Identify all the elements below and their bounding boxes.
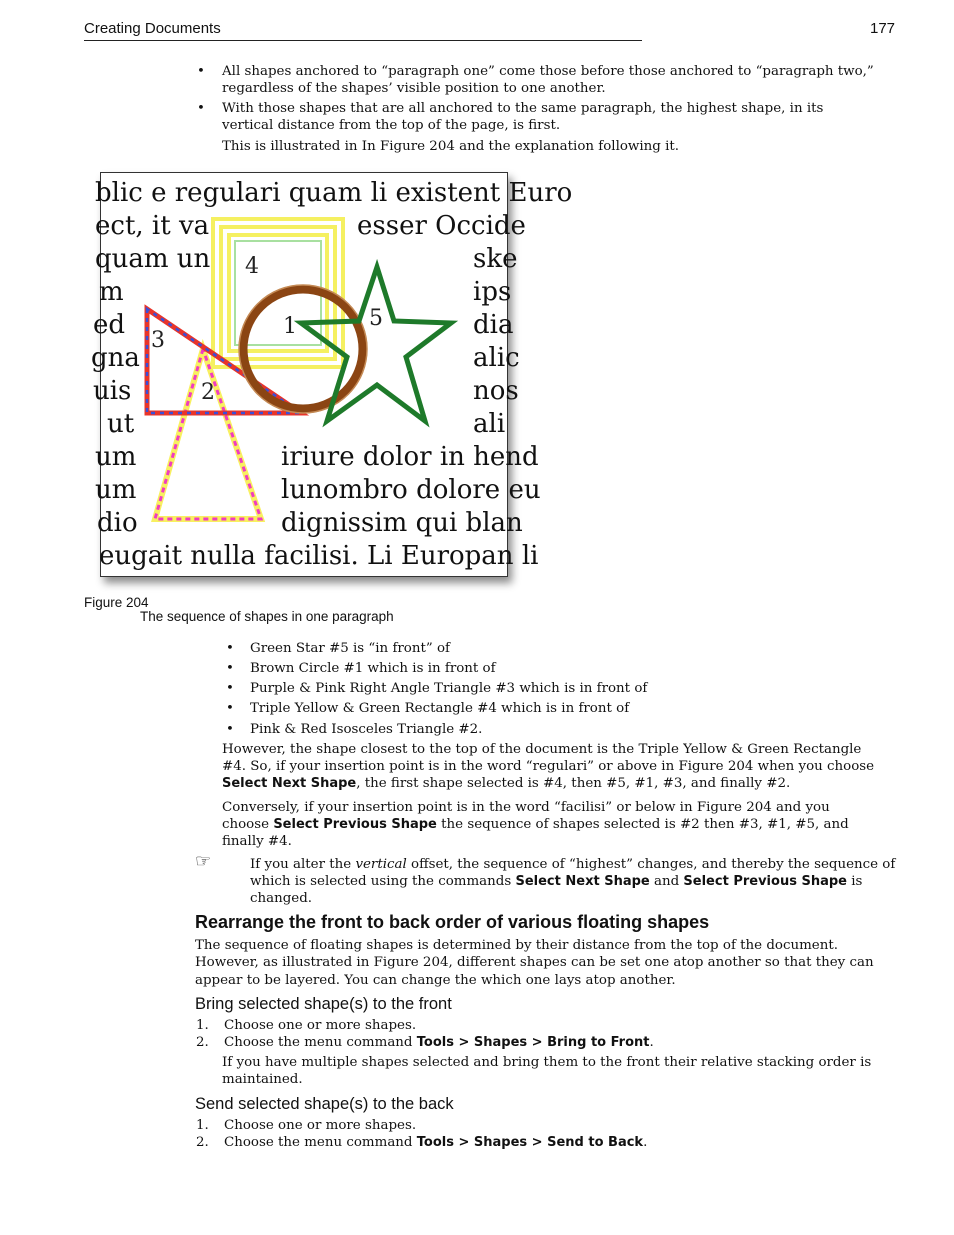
bullet-mark: • xyxy=(226,701,234,716)
send-step-2-a: Choose the menu command xyxy=(224,1135,417,1150)
however-line-1: However, the shape closest to the top of the document is the Triple Yellow & Green Rectangle xyxy=(222,742,862,757)
command-select-previous-shape: Select Previous Shape xyxy=(273,817,437,832)
however-line-3 xyxy=(222,775,790,792)
conversely-line-2-a: choose xyxy=(222,817,274,832)
sequence-item: Pink & Red Isosceles Triangle #2. xyxy=(250,722,483,737)
note-line-3: changed. xyxy=(250,891,313,906)
figure-204-image xyxy=(91,172,573,577)
command-select-next-shape: Select Next Shape xyxy=(515,874,650,889)
sequence-item: Triple Yellow & Green Rectangle #4 which is in front of xyxy=(250,701,630,716)
bullet-mark: • xyxy=(226,722,234,737)
sequence-item: Brown Circle #1 which is in front of xyxy=(250,661,496,676)
intro-bullet-2-line-1: With those shapes that are all anchored to the same paragraph, the highest shape, in its xyxy=(222,101,824,116)
figure-text-line: uis xyxy=(93,376,132,406)
intro-bullet-1-line-2: regardless of the shapes’ visible position to one another. xyxy=(222,81,606,96)
sequence-item: Purple & Pink Right Angle Triangle #3 which is in front of xyxy=(250,681,648,696)
note-line-1-a: If you alter the xyxy=(250,857,356,872)
conversely-line-2 xyxy=(222,816,849,833)
section-heading: Rearrange the front to back order of various floating shapes xyxy=(195,912,710,932)
send-step-2 xyxy=(224,1134,647,1151)
figure-text-line: dio xyxy=(97,508,138,538)
shape-number-4: 4 xyxy=(245,254,259,279)
menu-path-send-to-back: Tools > Shapes > Send to Back xyxy=(416,1135,644,1150)
step-number: 1. xyxy=(196,1018,209,1033)
figure-text-line: dia xyxy=(473,310,514,340)
conversely-line-2-rest: the sequence of shapes selected is #2 then #3, #1, #5, and xyxy=(436,817,849,832)
bring-step-2-a: Choose the menu command xyxy=(224,1035,417,1050)
shape-number-3: 3 xyxy=(151,328,165,353)
subheading-send-to-back: Send selected shape(s) to the back xyxy=(195,1095,454,1113)
shape-number-1: 1 xyxy=(283,314,297,339)
bullet-mark: • xyxy=(226,661,234,676)
figure-text-line: iriure dolor in hend xyxy=(281,442,539,472)
bring-step-2-end: . xyxy=(649,1035,654,1050)
note-line-2-rest: is xyxy=(846,874,863,889)
header-rule xyxy=(84,40,642,41)
command-select-previous-shape: Select Previous Shape xyxy=(683,874,847,889)
shape-number-2: 2 xyxy=(201,380,215,405)
pointing-hand-icon: ☞ xyxy=(195,851,212,872)
step-number: 2. xyxy=(196,1035,209,1050)
sequence-item: Green Star #5 is “in front” of xyxy=(250,641,450,656)
section-line-2: However, as illustrated in Figure 204, different shapes can be set one atop another so that they can xyxy=(195,955,874,970)
note-line-1 xyxy=(250,856,895,873)
figure-text-line: ips xyxy=(473,277,512,307)
section-line-3: appear to be layered. You can change the which one lays atop another. xyxy=(195,973,676,988)
bring-step-1: Choose one or more shapes. xyxy=(224,1018,417,1033)
figure-illustration xyxy=(91,173,573,576)
figure-caption: The sequence of shapes in one paragraph xyxy=(140,609,394,624)
bring-note-line-2: maintained. xyxy=(222,1072,303,1087)
subheading-bring-to-front: Bring selected shape(s) to the front xyxy=(195,995,452,1013)
note-line-2 xyxy=(250,873,862,890)
however-line-2: #4. So, if your insertion point is in the word “regulari” or above in Figure 204 when you choose xyxy=(222,759,875,774)
note-italic: vertical xyxy=(355,857,407,872)
figure-text-line: esser Occide xyxy=(357,211,526,241)
figure-label: Figure 204 xyxy=(84,595,149,610)
note-line-2-a: which is selected using the commands xyxy=(250,874,516,889)
note-line-2-and: and xyxy=(649,874,684,889)
bring-step-2 xyxy=(224,1034,654,1051)
bullet-mark: • xyxy=(226,641,234,656)
figure-text-line: eugait nulla facilisi. Li Europan li xyxy=(99,541,539,571)
intro-bullet-1-line-1: All shapes anchored to “paragraph one” come those before those anchored to “paragraph two,” xyxy=(222,64,874,79)
figure-text-line: quam un xyxy=(95,244,211,274)
command-select-next-shape: Select Next Shape xyxy=(222,776,357,791)
however-line-3-rest: , the first shape selected is #4, then #5, #1, #3, and finally #2. xyxy=(356,776,791,791)
figure-text-line: alic xyxy=(473,343,520,373)
figure-text-line: ut xyxy=(107,409,135,439)
figure-text-line: ect, it va xyxy=(95,211,210,241)
conversely-line-1: Conversely, if your insertion point is in the word “facilisi” or below in Figure 204 and you xyxy=(222,800,830,815)
intro-illustrated: This is illustrated in In Figure 204 and the explanation following it. xyxy=(222,139,680,154)
figure-text-line: ali xyxy=(473,409,506,439)
figure-text-line: ed xyxy=(93,310,126,340)
figure-text-line: m xyxy=(99,277,124,307)
conversely-line-3: finally #4. xyxy=(222,834,292,849)
send-step-1: Choose one or more shapes. xyxy=(224,1118,417,1133)
figure-text-line: blic e regulari quam li existent Euro xyxy=(95,178,573,208)
figure-text-line: dignissim qui blan xyxy=(281,508,523,538)
bullet-mark: • xyxy=(226,681,234,696)
figure-text-line: lunombro dolore eu xyxy=(281,475,541,505)
figure-text-line: gna xyxy=(91,343,140,373)
bullet-mark: • xyxy=(197,101,205,116)
intro-bullet-2-line-2: vertical distance from the top of the page, is first. xyxy=(222,118,561,133)
send-step-2-end: . xyxy=(643,1135,648,1150)
step-number: 2. xyxy=(196,1135,209,1150)
running-header: Creating Documents xyxy=(84,20,221,37)
note-line-1-rest: offset, the sequence of “highest” changes, and thereby the sequence of xyxy=(406,857,896,872)
step-number: 1. xyxy=(196,1118,209,1133)
bring-note-line-1: If you have multiple shapes selected and bring them to the front their relative stacking order is xyxy=(222,1055,872,1070)
figure-text-line: um xyxy=(95,442,137,472)
figure-text-line: nos xyxy=(473,376,519,406)
menu-path-bring-to-front: Tools > Shapes > Bring to Front xyxy=(416,1035,650,1050)
page-number: 177 xyxy=(870,20,896,37)
section-line-1: The sequence of floating shapes is determined by their distance from the top of the document. xyxy=(195,938,838,953)
figure-text-line: um xyxy=(95,475,137,505)
shape-number-5: 5 xyxy=(369,306,383,331)
figure-text-line: ske xyxy=(473,244,518,274)
bullet-mark: • xyxy=(197,64,205,79)
